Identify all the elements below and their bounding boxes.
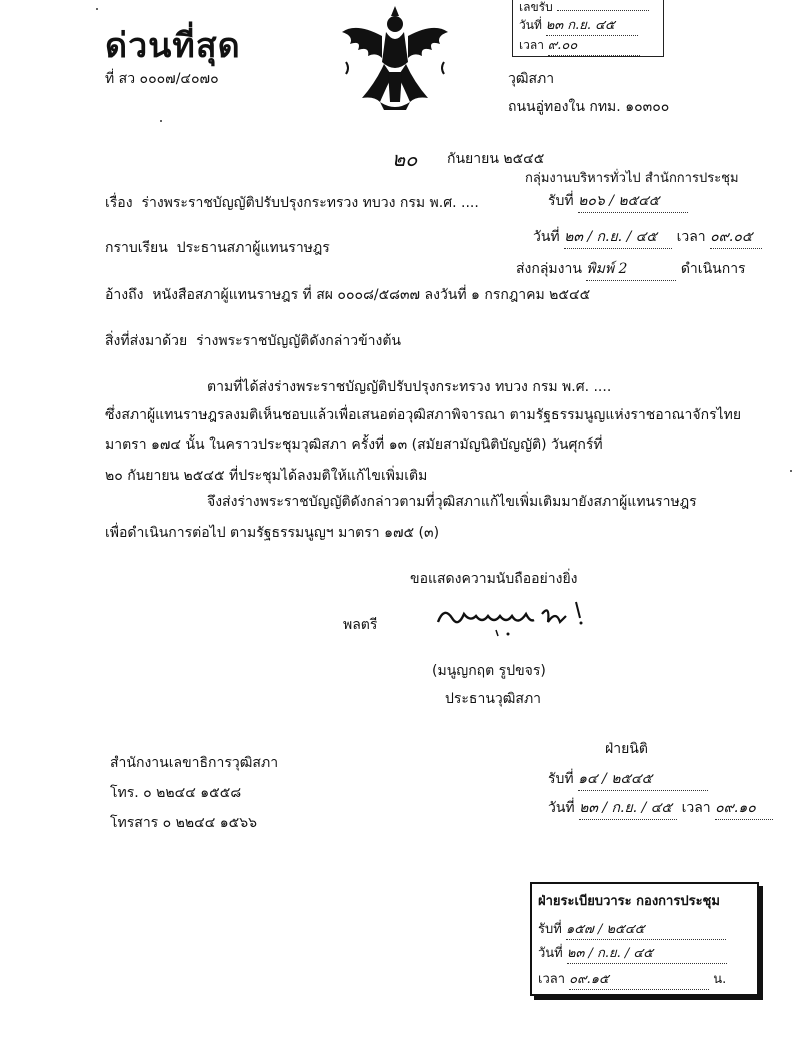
reference-line [105, 284, 590, 306]
scan-speck [96, 8, 98, 10]
stamp-bottom-received-label: รับที่ [538, 922, 562, 937]
stamp-legal-time-value: ๐๙.๑๐ [715, 797, 773, 820]
stamp-top-row3 [519, 34, 640, 56]
stamp-bottom-received [538, 918, 726, 940]
garuda-emblem [336, 2, 454, 114]
reference-text: หนังสือสภาผู้แทนราษฎร ที่ สผ ๐๐๐๘/๕๘๓๗ ลงวันที่ ๑ กรกฎาคม ๒๕๔๕ [152, 287, 591, 303]
stamp-mid-routing [516, 258, 746, 281]
stamp-bottom-date-value: ๒๓ / ก.ย. / ๔๕ [567, 942, 727, 964]
stamp-mid-time-value: ๐๙.๐๕ [710, 226, 762, 249]
signer-rank: พลตรี [343, 617, 378, 633]
stamp-bottom-date [538, 942, 727, 964]
sender-organization: วุฒิสภา [508, 71, 555, 87]
stamp-mid-date-value: ๒๓ / ก.ย. / ๔๕ [564, 226, 672, 249]
body-line-1: ตามที่ได้ส่งร่างพระราชบัญญัติปรับปรุงกระทรวง ทบวง กรม พ.ศ. .... [207, 379, 612, 395]
handwritten-signature [430, 592, 600, 642]
stamp-mid-received [548, 190, 688, 213]
stamp-bottom-title: ฝ่ายระเบียบวาระ กองการประชุม [538, 894, 720, 909]
footer-telephone: โทร. ๐ ๒๒๔๔ ๑๕๕๘ [110, 785, 242, 801]
signer-name: (มนูญกฤต รูปขจร) [432, 663, 546, 679]
stamp-bottom-time-unit: น. [713, 972, 727, 987]
footer-fax: โทรสาร ๐ ๒๒๔๔ ๑๕๖๖ [110, 815, 257, 831]
stamp-mid-date-label: วันที่ [533, 229, 560, 245]
scan-speck [160, 120, 162, 122]
receipt-stamp-agenda [530, 882, 759, 996]
reference-label: อ้างถึง [105, 287, 144, 303]
stamp-mid-received-value: ๒๐๖ / ๒๕๔๕ [578, 190, 688, 213]
stamp-legal-date-value: ๒๓ / ก.ย. / ๔๕ [579, 797, 677, 820]
scan-speck [790, 470, 792, 472]
addressee-label: กราบเรียน [105, 240, 168, 256]
stamp-mid-title: กลุ่มงานบริหารทั่วไป สำนักการประชุม [525, 171, 739, 186]
addressee-text: ประธานสภาผู้แทนราษฎร [176, 240, 330, 256]
stamp-mid-send-label: ส่งกลุ่มงาน [516, 261, 582, 277]
stamp-top-label-2: วันที่ [519, 18, 542, 32]
date-day: ๒๐ [392, 147, 418, 171]
stamp-legal-time-label: เวลา [681, 800, 711, 816]
stamp-legal-datetime [548, 797, 773, 820]
stamp-bottom-date-label: วันที่ [538, 946, 563, 961]
stamp-bottom-time-label: เวลา [538, 972, 566, 987]
body-line-6: เพื่อดำเนินการต่อไป ตามรัฐธรรมนูญฯ มาตรา ๑๗๕ (๓) [105, 525, 440, 541]
stamp-mid-send-value: พิมพ์ 2 [586, 258, 676, 281]
stamp-top-time: ๙.๐๐ [548, 34, 640, 56]
subject-line [105, 192, 479, 214]
enclosure-line [105, 330, 401, 352]
reference-number: ที่ สว ๐๐๐๗/๔๐๗๐ [105, 71, 219, 87]
stamp-mid-received-label: รับที่ [548, 193, 574, 209]
date-month-year: กันยายน ๒๕๔๕ [447, 151, 545, 167]
enclosure-text: ร่างพระราชบัญญัติดังกล่าวข้างต้น [196, 333, 401, 349]
subject-label: เรื่อง [105, 195, 133, 211]
stamp-mid-action-label: ดำเนินการ [680, 261, 746, 277]
closing-text: ขอแสดงความนับถืออย่างยิ่ง [410, 571, 578, 587]
stamp-bottom-received-value: ๑๕๗ / ๒๕๔๕ [566, 918, 726, 940]
stamp-top-row2 [519, 14, 638, 36]
stamp-bottom-time-value: ๐๙.๑๕ [569, 968, 709, 990]
body-line-2: ซึ่งสภาผู้แทนราษฎรลงมติเห็นชอบแล้วเพื่อเสนอต่อวุฒิสภาพิจารณา ตามรัฐธรรมนูญแห่งราชอาณาจักรไทย [105, 407, 742, 423]
stamp-top-label-3: เวลา [519, 38, 544, 52]
stamp-mid-time-label: เวลา [676, 229, 706, 245]
body-line-5: จึงส่งร่างพระราชบัญญัติดังกล่าวตามที่วุฒิสภาแก้ไขเพิ่มเติมมายังสภาผู้แทนราษฎร [207, 494, 697, 510]
stamp-top-dots-1 [557, 10, 649, 11]
urgent-label: ด่วนที่สุด [105, 26, 241, 66]
stamp-bottom-time [538, 968, 726, 990]
body-line-3: มาตรา ๑๗๔ นั้น ในคราวประชุมวุฒิสภา ครั้งที่ ๑๓ (สมัยสามัญนิติบัญญัติ) วันศุกร์ที่ [105, 437, 603, 453]
addressee-line [105, 237, 330, 259]
stamp-legal-title: ฝ่ายนิติ [605, 741, 648, 757]
stamp-legal-received-label: รับที่ [548, 771, 574, 787]
signer-position: ประธานวุฒิสภา [445, 691, 542, 707]
footer-office: สำนักงานเลขาธิการวุฒิสภา [110, 755, 279, 771]
stamp-legal-date-label: วันที่ [548, 800, 575, 816]
stamp-legal-received [548, 768, 708, 791]
stamp-mid-datetime [533, 226, 762, 249]
stamp-top-date: ๒๓ ก.ย. ๔๕ [546, 14, 638, 36]
receipt-stamp-top [512, 0, 664, 57]
enclosure-label: สิ่งที่ส่งมาด้วย [105, 333, 188, 349]
stamp-top-label-1: เลขรับ [519, 0, 553, 14]
body-line-4: ๒๐ กันยายน ๒๕๔๕ ที่ประชุมได้ลงมติให้แก้ไขเพิ่มเติม [105, 468, 428, 484]
stamp-legal-received-value: ๑๔ / ๒๕๔๕ [578, 768, 708, 791]
subject-text: ร่างพระราชบัญญัติปรับปรุงกระทรวง ทบวง กรม พ.ศ. .... [141, 195, 479, 211]
sender-address: ถนนอู่ทองใน กทม. ๑๐๓๐๐ [508, 99, 670, 115]
